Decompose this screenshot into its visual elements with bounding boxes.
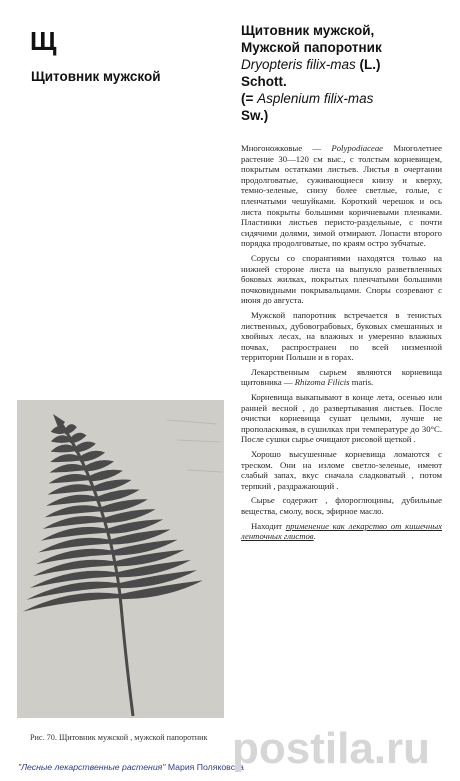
paragraph-usage — [241, 521, 442, 542]
paragraph-harvest: Корневища выкапывают в конце лета, осенью или ранней весной , до развертывания листьев. После очистки корневища сушат целыми, лучше не прополаскивая, в сушилках при температуре до 30°С. После сушки сырье очищают рисовой щеткой . — [241, 392, 442, 445]
heading-latin-line — [241, 56, 451, 73]
paragraph-composition: Сырье содержит , флороглюцины, дубильные вещества, смолу, воск, эфирное масло. — [241, 495, 442, 516]
heading-line-2: Мужской папоротник — [241, 40, 382, 55]
family-latin: Polypodiaceae — [331, 143, 384, 153]
left-plant-title: Щитовник мужской — [31, 69, 161, 84]
article-heading — [241, 22, 451, 124]
family-label: Многоножковые — — [241, 143, 332, 153]
synonym-line — [241, 90, 451, 107]
article-body — [241, 143, 442, 546]
synonym-latin: Asplenium filix-mas — [257, 91, 374, 106]
figure-caption: Рис. 70. Щитовник мужской , мужской папоротник — [30, 733, 208, 742]
usage-end: . — [313, 531, 316, 542]
book-title: "Лесные лекарственные растения" — [18, 762, 166, 772]
fern-frond-drawing — [17, 400, 224, 718]
heading-line-1: Щитовник мужской, — [241, 23, 375, 38]
latin-name: Dryopteris filix-mas — [241, 57, 356, 72]
book-author: Мария Поляковска — [165, 762, 244, 772]
raw-material-latin: Rhizoma Filicis — [294, 377, 350, 388]
watermark: postila.ru — [232, 724, 431, 773]
latin-author-cont: Schott. — [241, 74, 287, 89]
fern-illustration — [17, 400, 224, 718]
usage-highlight: применение как лекарство от кишечных ленточных глистов — [241, 520, 443, 542]
paragraph-habitat: Мужской папоротник встречается в тенистых лиственных, дубовограбовых, буковых смешанных и хвойных лесах, на влажных и умеренно влажных почвах, распространен по всей низменной территории Польши и в горах. — [241, 309, 442, 363]
description-text: Многолетнее растение 30—120 см выс., с толстым корневищем, покрытым остатками листьев. Листья в очертании продолговатые, суживающиеся книзу и кверху, темно-зеленые, снизу более светлые, голые, с пленчатыми чешуйками. Короткий черешок и ось листа покрыты большими коричневыми пленками. Пластинки листьев перисто-раздельные, с почти сидячими долями, зимой отмирают. Лопасти второго порядка продолговатые, по краям остро зубчатые. — [241, 143, 442, 249]
raw-material-end: maris. — [349, 377, 374, 388]
synonym-author: Sw.) — [241, 108, 269, 123]
usage-lead: Находит — [251, 520, 286, 531]
paragraph-drying: Хорошо высушенные корневища ломаются с треском. Они на изломе светло-зеленые, имеют слабый запах, вкус сначала сладковатый , потом терпкий , раздражающий . — [241, 449, 442, 491]
synonym-open: (= — [241, 91, 258, 106]
index-letter: Щ — [30, 26, 57, 56]
book-credit — [18, 762, 244, 772]
paragraph-sori: Сорусы со спорангиями находятся только на нижней стороне листа на выпукло разветвленных боковых жилках, покрытых пленчатыми большими почковидными покрывальцами. Споры созревают с июня до августа. — [241, 252, 442, 306]
paragraph-description — [241, 143, 442, 249]
raw-material-text: Лекарственным сырьем являются корневища щитовника — — [241, 366, 442, 388]
paragraph-raw-material — [241, 367, 442, 388]
latin-author: (L.) — [355, 57, 381, 72]
